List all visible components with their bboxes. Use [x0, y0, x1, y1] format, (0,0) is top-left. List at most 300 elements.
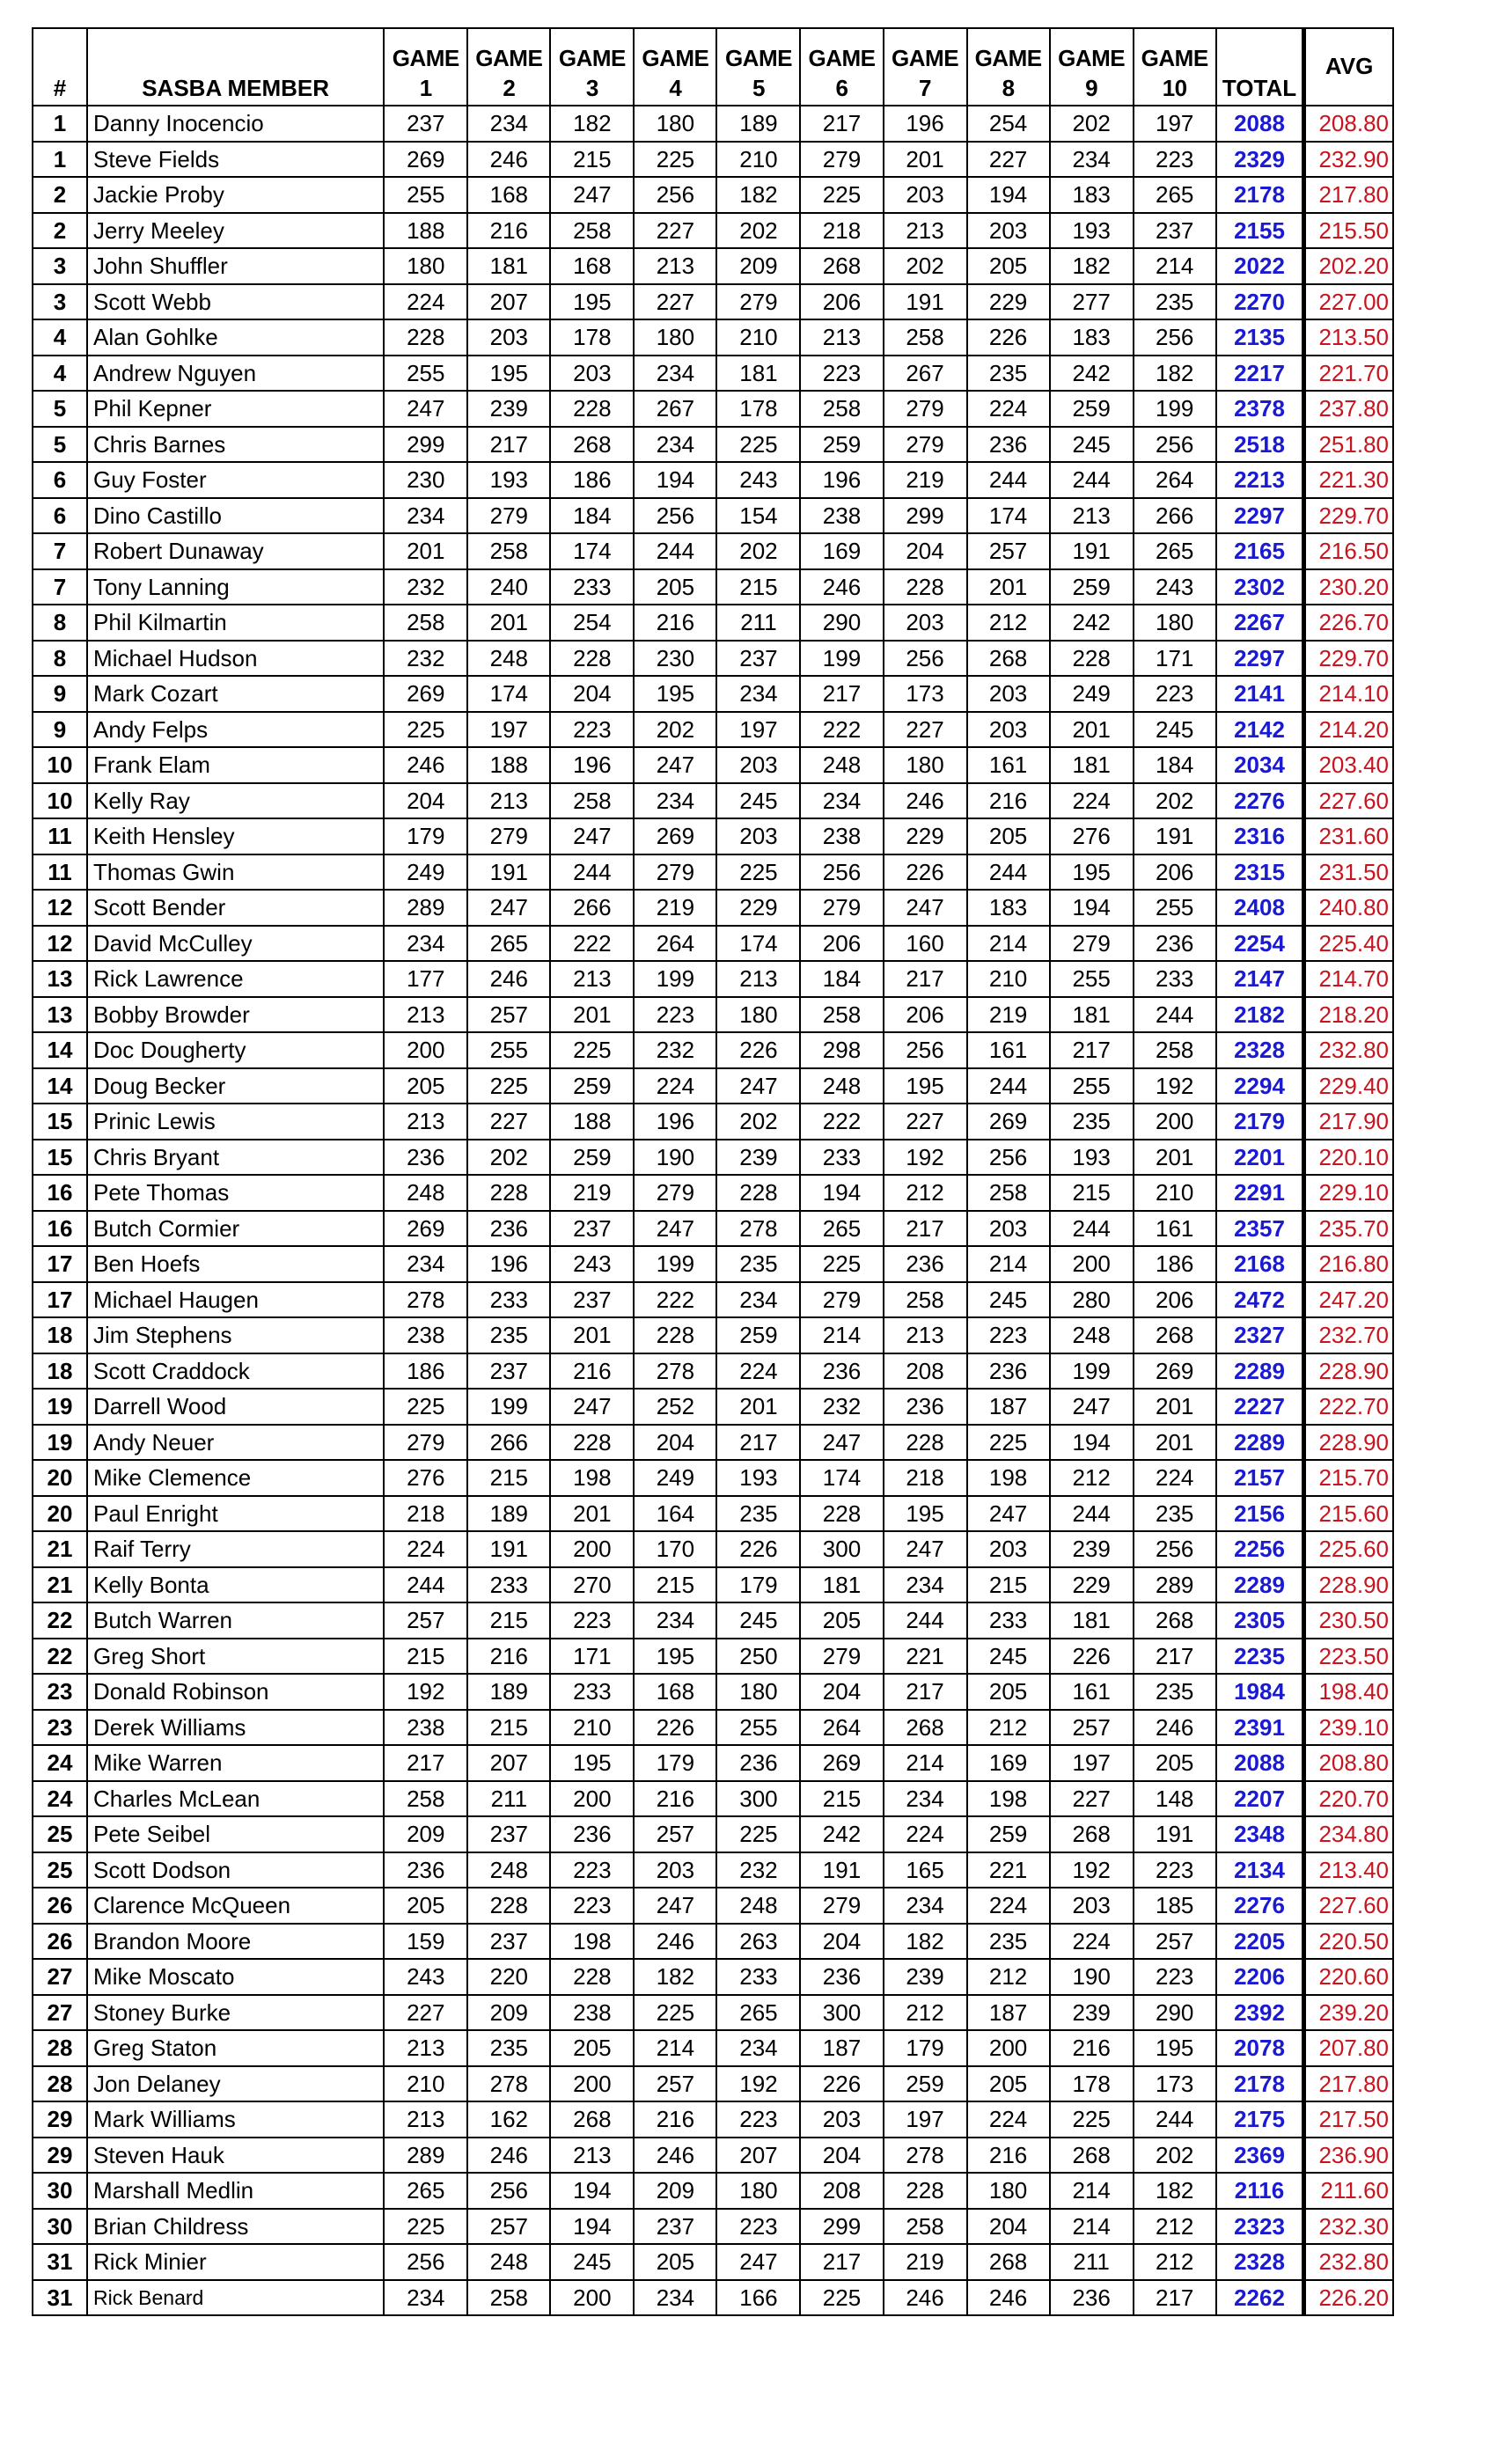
header-game-word: GAME [392, 45, 459, 71]
game-5-score-cell: 179 [716, 1567, 800, 1603]
header-game-word: GAME [892, 45, 959, 71]
table-row [33, 605, 1393, 641]
game-8-score-cell: 268 [967, 2244, 1050, 2280]
game-7-score-cell: 234 [884, 1781, 967, 1817]
game-7-score-cell: 229 [884, 818, 967, 854]
game-9-score-cell: 259 [1050, 391, 1134, 427]
game-9-score-cell: 276 [1050, 818, 1134, 854]
game-2-score-cell: 237 [467, 1816, 550, 1852]
game-8-score-cell: 187 [967, 1389, 1050, 1425]
game-3-score-cell: 254 [550, 605, 634, 641]
member-name-cell: Marshall Medlin [87, 2173, 384, 2209]
game-2-score-cell: 215 [467, 1710, 550, 1746]
game-1-score-cell: 201 [384, 533, 467, 569]
average-cell: 216.50 [1304, 533, 1393, 569]
game-10-score-cell: 258 [1134, 1032, 1216, 1068]
game-7-score-cell: 203 [884, 177, 967, 213]
game-9-score-cell: 195 [1050, 854, 1134, 891]
average-cell: 213.50 [1304, 319, 1393, 356]
game-2-score-cell: 247 [467, 890, 550, 926]
average-cell: 225.40 [1304, 926, 1393, 962]
total-cell: 1984 [1216, 1674, 1304, 1710]
member-name-cell: Jim Stephens [87, 1317, 384, 1353]
average-cell: 203.40 [1304, 747, 1393, 783]
total-cell: 2316 [1216, 818, 1304, 854]
game-9-score-cell: 242 [1050, 605, 1134, 641]
table-row [33, 1104, 1393, 1140]
game-4-score-cell: 194 [634, 462, 716, 498]
game-8-score-cell: 203 [967, 213, 1050, 249]
game-7-score-cell: 239 [884, 1959, 967, 1995]
table-row [33, 1496, 1393, 1532]
total-cell: 2088 [1216, 1745, 1304, 1781]
game-4-score-cell: 264 [634, 926, 716, 962]
game-4-score-cell: 256 [634, 177, 716, 213]
total-cell: 2302 [1216, 569, 1304, 605]
game-1-score-cell: 225 [384, 1389, 467, 1425]
total-cell: 2348 [1216, 1816, 1304, 1852]
game-10-score-cell: 206 [1134, 854, 1216, 891]
game-10-score-cell: 246 [1134, 1710, 1216, 1746]
rank-cell: 11 [33, 818, 87, 854]
game-9-score-cell: 212 [1050, 1460, 1134, 1496]
rank-cell: 9 [33, 712, 87, 748]
average-cell: 232.80 [1304, 1032, 1393, 1068]
rank-cell: 19 [33, 1425, 87, 1461]
game-7-score-cell: 182 [884, 1924, 967, 1960]
member-name-cell: Tony Lanning [87, 569, 384, 605]
game-4-score-cell: 209 [634, 2173, 716, 2209]
rank-cell: 20 [33, 1460, 87, 1496]
game-1-score-cell: 205 [384, 1888, 467, 1924]
game-4-score-cell: 182 [634, 1959, 716, 1995]
game-1-score-cell: 205 [384, 1068, 467, 1104]
game-4-score-cell: 195 [634, 1639, 716, 1675]
game-9-score-cell: 194 [1050, 890, 1134, 926]
game-10-score-cell: 192 [1134, 1068, 1216, 1104]
game-6-score-cell: 204 [800, 1674, 883, 1710]
game-2-score-cell: 203 [467, 319, 550, 356]
game-9-score-cell: 194 [1050, 1425, 1134, 1461]
average-cell: 228.90 [1304, 1567, 1393, 1603]
rank-cell: 6 [33, 498, 87, 534]
game-10-score-cell: 212 [1134, 2209, 1216, 2245]
game-8-score-cell: 221 [967, 1852, 1050, 1888]
game-6-score-cell: 290 [800, 605, 883, 641]
game-6-score-cell: 217 [800, 676, 883, 712]
header-total: TOTAL [1216, 28, 1304, 106]
game-2-score-cell: 162 [467, 2101, 550, 2138]
game-1-score-cell: 192 [384, 1674, 467, 1710]
game-6-score-cell: 265 [800, 1211, 883, 1247]
rank-cell: 6 [33, 462, 87, 498]
member-name-cell: Bobby Browder [87, 997, 384, 1033]
rank-cell: 17 [33, 1282, 87, 1318]
game-5-score-cell: 245 [716, 783, 800, 819]
member-name-cell: Phil Kepner [87, 391, 384, 427]
game-2-score-cell: 235 [467, 1317, 550, 1353]
total-cell: 2078 [1216, 2030, 1304, 2066]
game-10-score-cell: 195 [1134, 2030, 1216, 2066]
game-4-score-cell: 199 [634, 1246, 716, 1282]
total-cell: 2155 [1216, 213, 1304, 249]
rank-cell: 11 [33, 854, 87, 891]
game-1-score-cell: 234 [384, 926, 467, 962]
total-cell: 2518 [1216, 427, 1304, 463]
game-1-score-cell: 248 [384, 1175, 467, 1211]
game-3-score-cell: 215 [550, 142, 634, 178]
game-10-score-cell: 268 [1134, 1317, 1216, 1353]
game-1-score-cell: 230 [384, 462, 467, 498]
game-10-score-cell: 256 [1134, 427, 1216, 463]
game-6-score-cell: 196 [800, 462, 883, 498]
game-9-score-cell: 239 [1050, 1531, 1134, 1567]
game-4-score-cell: 249 [634, 1460, 716, 1496]
game-10-score-cell: 182 [1134, 2173, 1216, 2209]
game-7-score-cell: 247 [884, 890, 967, 926]
game-3-score-cell: 266 [550, 890, 634, 926]
game-7-score-cell: 279 [884, 427, 967, 463]
game-7-score-cell: 268 [884, 1710, 967, 1746]
game-9-score-cell: 183 [1050, 177, 1134, 213]
game-5-score-cell: 243 [716, 462, 800, 498]
member-name-cell: Butch Warren [87, 1602, 384, 1639]
game-4-score-cell: 225 [634, 142, 716, 178]
table-row [33, 284, 1393, 320]
game-5-score-cell: 174 [716, 926, 800, 962]
game-1-score-cell: 257 [384, 1602, 467, 1639]
game-5-score-cell: 228 [716, 1175, 800, 1211]
game-4-score-cell: 246 [634, 1924, 716, 1960]
game-4-score-cell: 222 [634, 1282, 716, 1318]
game-8-score-cell: 204 [967, 2209, 1050, 2245]
game-9-score-cell: 178 [1050, 2066, 1134, 2102]
game-3-score-cell: 174 [550, 533, 634, 569]
game-9-score-cell: 213 [1050, 498, 1134, 534]
game-1-score-cell: 244 [384, 1567, 467, 1603]
game-6-score-cell: 234 [800, 783, 883, 819]
game-9-score-cell: 227 [1050, 1781, 1134, 1817]
game-2-score-cell: 236 [467, 1211, 550, 1247]
total-cell: 2327 [1216, 1317, 1304, 1353]
average-cell: 207.80 [1304, 2030, 1393, 2066]
game-1-score-cell: 299 [384, 427, 467, 463]
rank-cell: 5 [33, 391, 87, 427]
average-cell: 232.90 [1304, 142, 1393, 178]
average-cell: 228.90 [1304, 1353, 1393, 1390]
game-3-score-cell: 194 [550, 2173, 634, 2209]
game-6-score-cell: 226 [800, 2066, 883, 2102]
game-10-score-cell: 290 [1134, 1995, 1216, 2031]
header-game-word: GAME [475, 45, 543, 71]
game-2-score-cell: 278 [467, 2066, 550, 2102]
game-7-score-cell: 228 [884, 1425, 967, 1461]
game-6-score-cell: 248 [800, 1068, 883, 1104]
table-row [33, 1674, 1393, 1710]
game-3-score-cell: 237 [550, 1211, 634, 1247]
average-cell: 213.40 [1304, 1852, 1393, 1888]
game-5-score-cell: 210 [716, 142, 800, 178]
game-10-score-cell: 289 [1134, 1567, 1216, 1603]
game-6-score-cell: 258 [800, 997, 883, 1033]
game-6-score-cell: 174 [800, 1460, 883, 1496]
game-7-score-cell: 208 [884, 1353, 967, 1390]
game-9-score-cell: 193 [1050, 1140, 1134, 1176]
game-2-score-cell: 227 [467, 1104, 550, 1140]
game-10-score-cell: 201 [1134, 1140, 1216, 1176]
total-cell: 2276 [1216, 783, 1304, 819]
game-8-score-cell: 205 [967, 248, 1050, 284]
game-6-score-cell: 206 [800, 926, 883, 962]
total-cell: 2235 [1216, 1639, 1304, 1675]
table-row [33, 712, 1393, 748]
member-name-cell: Scott Webb [87, 284, 384, 320]
game-8-score-cell: 225 [967, 1425, 1050, 1461]
header-rank: # [33, 28, 87, 106]
game-3-score-cell: 205 [550, 2030, 634, 2066]
game-4-score-cell: 199 [634, 961, 716, 997]
game-9-score-cell: 279 [1050, 926, 1134, 962]
game-8-score-cell: 258 [967, 1175, 1050, 1211]
average-cell: 215.70 [1304, 1460, 1393, 1496]
game-1-score-cell: 228 [384, 319, 467, 356]
rank-cell: 18 [33, 1317, 87, 1353]
game-2-score-cell: 191 [467, 854, 550, 891]
game-8-score-cell: 174 [967, 498, 1050, 534]
game-5-score-cell: 215 [716, 569, 800, 605]
standings-table [32, 27, 1394, 2316]
member-name-cell: Chris Barnes [87, 427, 384, 463]
game-3-score-cell: 244 [550, 854, 634, 891]
game-8-score-cell: 203 [967, 712, 1050, 748]
game-9-score-cell: 215 [1050, 1175, 1134, 1211]
game-9-score-cell: 183 [1050, 319, 1134, 356]
average-cell: 251.80 [1304, 427, 1393, 463]
game-1-score-cell: 210 [384, 2066, 467, 2102]
game-3-score-cell: 247 [550, 177, 634, 213]
game-1-score-cell: 269 [384, 1211, 467, 1247]
game-5-score-cell: 250 [716, 1639, 800, 1675]
game-7-score-cell: 212 [884, 1995, 967, 2031]
game-6-score-cell: 199 [800, 641, 883, 677]
total-cell: 2135 [1216, 319, 1304, 356]
game-8-score-cell: 216 [967, 2138, 1050, 2174]
table-row [33, 2280, 1393, 2316]
rank-cell: 19 [33, 1389, 87, 1425]
game-7-score-cell: 279 [884, 391, 967, 427]
game-8-score-cell: 244 [967, 462, 1050, 498]
game-7-score-cell: 173 [884, 676, 967, 712]
average-cell: 247.20 [1304, 1282, 1393, 1318]
game-6-score-cell: 204 [800, 1924, 883, 1960]
game-7-score-cell: 219 [884, 462, 967, 498]
game-2-score-cell: 209 [467, 1995, 550, 2031]
game-4-score-cell: 168 [634, 1674, 716, 1710]
game-6-score-cell: 300 [800, 1995, 883, 2031]
game-1-score-cell: 247 [384, 391, 467, 427]
total-cell: 2256 [1216, 1531, 1304, 1567]
table-row [33, 1745, 1393, 1781]
game-2-score-cell: 237 [467, 1924, 550, 1960]
game-10-score-cell: 269 [1134, 1353, 1216, 1390]
member-name-cell: Jerry Meeley [87, 213, 384, 249]
game-5-score-cell: 263 [716, 1924, 800, 1960]
total-cell: 2369 [1216, 2138, 1304, 2174]
game-4-score-cell: 195 [634, 676, 716, 712]
game-10-score-cell: 217 [1134, 1639, 1216, 1675]
game-4-score-cell: 202 [634, 712, 716, 748]
header-game-number: 5 [752, 75, 765, 101]
rank-cell: 29 [33, 2101, 87, 2138]
game-4-score-cell: 190 [634, 1140, 716, 1176]
game-9-score-cell: 257 [1050, 1710, 1134, 1746]
game-7-score-cell: 203 [884, 605, 967, 641]
rank-cell: 28 [33, 2066, 87, 2102]
game-4-score-cell: 216 [634, 605, 716, 641]
game-6-score-cell: 217 [800, 2244, 883, 2280]
header-game-5 [716, 28, 800, 106]
game-6-score-cell: 279 [800, 1282, 883, 1318]
game-7-score-cell: 247 [884, 1531, 967, 1567]
game-10-score-cell: 197 [1134, 106, 1216, 142]
game-4-score-cell: 256 [634, 498, 716, 534]
game-7-score-cell: 256 [884, 1032, 967, 1068]
header-game-number: 3 [585, 75, 598, 101]
game-10-score-cell: 257 [1134, 1924, 1216, 1960]
game-2-score-cell: 201 [467, 605, 550, 641]
game-1-score-cell: 159 [384, 1924, 467, 1960]
game-7-score-cell: 160 [884, 926, 967, 962]
game-7-score-cell: 212 [884, 1175, 967, 1211]
table-row [33, 427, 1393, 463]
table-row [33, 1924, 1393, 1960]
member-name-cell: Jon Delaney [87, 2066, 384, 2102]
game-9-score-cell: 242 [1050, 356, 1134, 392]
table-row [33, 854, 1393, 891]
average-cell: 218.20 [1304, 997, 1393, 1033]
game-7-score-cell: 236 [884, 1246, 967, 1282]
game-3-score-cell: 195 [550, 284, 634, 320]
table-row [33, 319, 1393, 356]
game-6-score-cell: 248 [800, 747, 883, 783]
game-5-score-cell: 279 [716, 284, 800, 320]
game-10-score-cell: 201 [1134, 1389, 1216, 1425]
member-name-cell: Mark Cozart [87, 676, 384, 712]
rank-cell: 8 [33, 641, 87, 677]
game-3-score-cell: 247 [550, 1389, 634, 1425]
table-row [33, 1353, 1393, 1390]
member-name-cell: Donald Robinson [87, 1674, 384, 1710]
table-row [33, 2138, 1393, 2174]
game-6-score-cell: 222 [800, 1104, 883, 1140]
average-cell: 214.10 [1304, 676, 1393, 712]
game-2-score-cell: 191 [467, 1531, 550, 1567]
game-6-score-cell: 215 [800, 1781, 883, 1817]
game-2-score-cell: 189 [467, 1674, 550, 1710]
rank-cell: 18 [33, 1353, 87, 1390]
game-3-score-cell: 259 [550, 1140, 634, 1176]
rank-cell: 30 [33, 2173, 87, 2209]
average-cell: 239.10 [1304, 1710, 1393, 1746]
game-3-score-cell: 188 [550, 1104, 634, 1140]
game-8-score-cell: 224 [967, 391, 1050, 427]
game-2-score-cell: 213 [467, 783, 550, 819]
total-cell: 2305 [1216, 1602, 1304, 1639]
game-5-score-cell: 255 [716, 1710, 800, 1746]
game-4-score-cell: 203 [634, 1852, 716, 1888]
game-5-score-cell: 234 [716, 1282, 800, 1318]
game-8-score-cell: 233 [967, 1602, 1050, 1639]
total-cell: 2291 [1216, 1175, 1304, 1211]
game-10-score-cell: 202 [1134, 2138, 1216, 2174]
game-8-score-cell: 269 [967, 1104, 1050, 1140]
game-1-score-cell: 213 [384, 2101, 467, 2138]
game-8-score-cell: 244 [967, 1068, 1050, 1104]
average-cell: 217.80 [1304, 177, 1393, 213]
table-row [33, 1567, 1393, 1603]
game-6-score-cell: 205 [800, 1602, 883, 1639]
total-cell: 2392 [1216, 1995, 1304, 2031]
game-8-score-cell: 200 [967, 2030, 1050, 2066]
game-3-score-cell: 223 [550, 1602, 634, 1639]
game-2-score-cell: 248 [467, 641, 550, 677]
game-7-score-cell: 236 [884, 1389, 967, 1425]
table-row [33, 1816, 1393, 1852]
game-5-score-cell: 300 [716, 1781, 800, 1817]
game-7-score-cell: 258 [884, 1282, 967, 1318]
game-3-score-cell: 194 [550, 2209, 634, 2245]
game-9-score-cell: 247 [1050, 1389, 1134, 1425]
game-7-score-cell: 179 [884, 2030, 967, 2066]
game-4-score-cell: 279 [634, 854, 716, 891]
game-2-score-cell: 239 [467, 391, 550, 427]
game-2-score-cell: 246 [467, 961, 550, 997]
game-8-score-cell: 223 [967, 1317, 1050, 1353]
game-8-score-cell: 235 [967, 1924, 1050, 1960]
game-3-score-cell: 200 [550, 1781, 634, 1817]
member-name-cell: Doc Dougherty [87, 1032, 384, 1068]
game-6-score-cell: 279 [800, 1888, 883, 1924]
game-2-score-cell: 255 [467, 1032, 550, 1068]
total-cell: 2294 [1216, 1068, 1304, 1104]
average-cell: 234.80 [1304, 1816, 1393, 1852]
game-3-score-cell: 200 [550, 1531, 634, 1567]
game-4-score-cell: 257 [634, 1816, 716, 1852]
game-10-score-cell: 212 [1134, 2244, 1216, 2280]
game-3-score-cell: 233 [550, 1674, 634, 1710]
game-8-score-cell: 257 [967, 533, 1050, 569]
average-cell: 236.90 [1304, 2138, 1393, 2174]
member-name-cell: Mark Williams [87, 2101, 384, 2138]
game-2-score-cell: 207 [467, 1745, 550, 1781]
game-1-score-cell: 213 [384, 2030, 467, 2066]
member-name-cell: Charles McLean [87, 1781, 384, 1817]
game-9-score-cell: 244 [1050, 1211, 1134, 1247]
member-name-cell: Clarence McQueen [87, 1888, 384, 1924]
rank-cell: 26 [33, 1888, 87, 1924]
game-4-score-cell: 232 [634, 1032, 716, 1068]
game-2-score-cell: 225 [467, 1068, 550, 1104]
member-name-cell: Kelly Ray [87, 783, 384, 819]
game-5-score-cell: 213 [716, 961, 800, 997]
game-7-score-cell: 214 [884, 1745, 967, 1781]
game-2-score-cell: 189 [467, 1496, 550, 1532]
game-4-score-cell: 179 [634, 1745, 716, 1781]
total-cell: 2328 [1216, 1032, 1304, 1068]
game-6-score-cell: 206 [800, 284, 883, 320]
game-4-score-cell: 219 [634, 890, 716, 926]
average-cell: 227.00 [1304, 284, 1393, 320]
